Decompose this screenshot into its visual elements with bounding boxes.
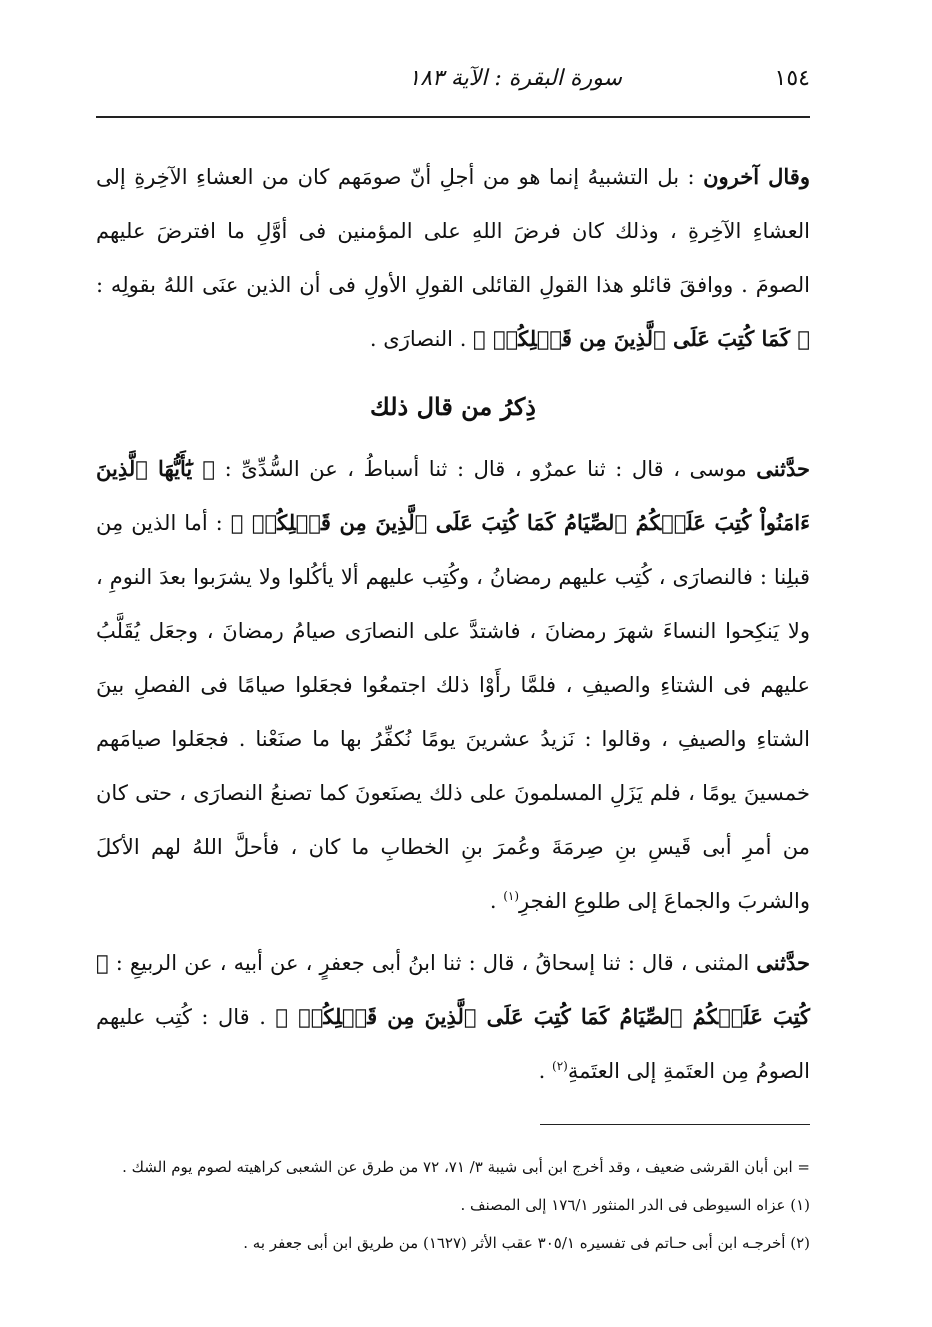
quran-quote: ﴿ كَمَا كُتِبَ عَلَى ٱلَّذِينَ مِن قَبۡلِكُمۡ ﴾ <box>473 326 810 351</box>
paragraph-text: موسى ، قال : ثنا عمرٌو ، قال : ثنا أسباطُ ، عن السُّدِّىِّ : <box>215 457 757 481</box>
paragraph-end: . <box>538 1059 552 1083</box>
paragraph-lead: وقال آخرون <box>703 164 810 189</box>
page-number: ١٥٤ <box>774 66 810 91</box>
paragraph-text: . قال : كُتِب عليهم الصومُ مِن العتَمةِ إلى العتَمةِ <box>96 1005 810 1083</box>
section-heading: ذِكرُ من قال ذلك <box>370 392 536 421</box>
footnote-2: (٢) أخرجـه ابن أبى حـاتم فى تفسيره ٣٠٥/١ عقب الأثر (١٦٢٧) من طريق ابن أبى جعفر به . <box>243 1234 810 1252</box>
footnote-1: (١) عزاه السيوطى فى الدر المنثور ١٧٦/١ إلى المصنف . <box>460 1196 810 1214</box>
paragraph-text: : أما الذين مِن قبلِنا : فالنصارَى ، كُتِب عليهم رمضانُ ، وكُتِب عليهم ألا يأكُلوا ولا يشرَبوا بعدَ النومِ ، ولا يَنكِحوا النساءَ شهرَ رمضانَ ، فاشتدَّ على النصارَى صيامُ رمضانَ ، وجعَل يُقَلَّبُ عليهم فى الشتاءِ والصيفِ ، فلمَّا رأَوْا ذلك اجتمعُوا فجعَلوا صيامًا فى الفصلِ بينَ الشتاءِ والصيفِ ، وقالوا : نَزيدُ عشرينَ يومًا نُكفِّرُ بها ما صنَعْنا . فجعَلوا صيامَهم خمسينَ يومًا ، فلم يَزَلِ المسلمونَ على ذلك يصنَعونَ كما تصنعُ النصارَى ، حتى كان من أمرِ أبى قَيسِ بنِ صِرمَةَ وعُمرَ بنِ الخطابِ ما كان ، فأحلَّ اللهُ لهم الأكلَ والشربَ والجماعَ إلى طلوعِ الفجرِ <box>96 511 810 913</box>
running-title: سورة البقرة : الآية ١٨٣ <box>408 66 622 91</box>
paragraph-text: . النصارَى . <box>369 327 474 351</box>
header-rule <box>96 116 810 118</box>
paragraph-end: . <box>489 889 504 913</box>
paragraph-3 <box>96 936 810 1098</box>
paragraph-lead: حدَّثنى <box>756 950 810 975</box>
quran-quote: ﴿ يَٰٓأَيُّهَا ٱلَّذِينَ ءَامَنُواْ كُتِبَ عَلَيۡكُمُ ٱلصِّيَامُ كَمَا كُتِبَ عَلَى ٱلَّذِينَ مِن قَبۡلِكُمۡ ﴾ <box>96 456 810 535</box>
footnote-continuation: = ابن أبان القرشى ضعيف ، وقد أخرج ابن أبى شيبة ٣/ ٧١، ٧٢ من طرق عن الشعبى كراهيته لصوم يوم الشك . <box>122 1158 810 1176</box>
quran-quote: ﴿ كُتِبَ عَلَيۡكُمُ ٱلصِّيَامُ كَمَا كُتِبَ عَلَى ٱلَّذِينَ مِن قَبۡلِكُمۡ ﴾ <box>96 950 810 1029</box>
paragraph-1 <box>96 150 810 366</box>
footnote-ref: (٢) <box>552 1059 568 1073</box>
footnote-ref: (١) <box>503 889 520 903</box>
footnote-rule <box>540 1124 810 1125</box>
paragraph-2 <box>96 442 810 928</box>
paragraph-lead: حدَّثنى <box>756 456 810 481</box>
footnotes <box>96 1152 810 1266</box>
page-header <box>96 62 810 102</box>
paragraph-text: : بل التشبيهُ إنما هو من أجلِ أنّ صومَهم كان من العشاءِ الآخِرةِ إلى العشاءِ الآخِرةِ ، وذلك كان فرضَ اللهِ على المؤمنين فى أوَّلِ ما افترضَ عليهم الصومَ . ووافقَ قائلو هذا القولِ القائلى القولِ الأولِ فى أن الذين عنَى اللهُ بقولِه : <box>96 165 810 297</box>
paragraph-text: المثنى ، قال : ثنا إسحاقُ ، قال : ثنا ابنُ أبى جعفرٍ ، عن أبيه ، عن الربيعِ : <box>108 951 757 975</box>
main-text <box>96 150 810 1098</box>
